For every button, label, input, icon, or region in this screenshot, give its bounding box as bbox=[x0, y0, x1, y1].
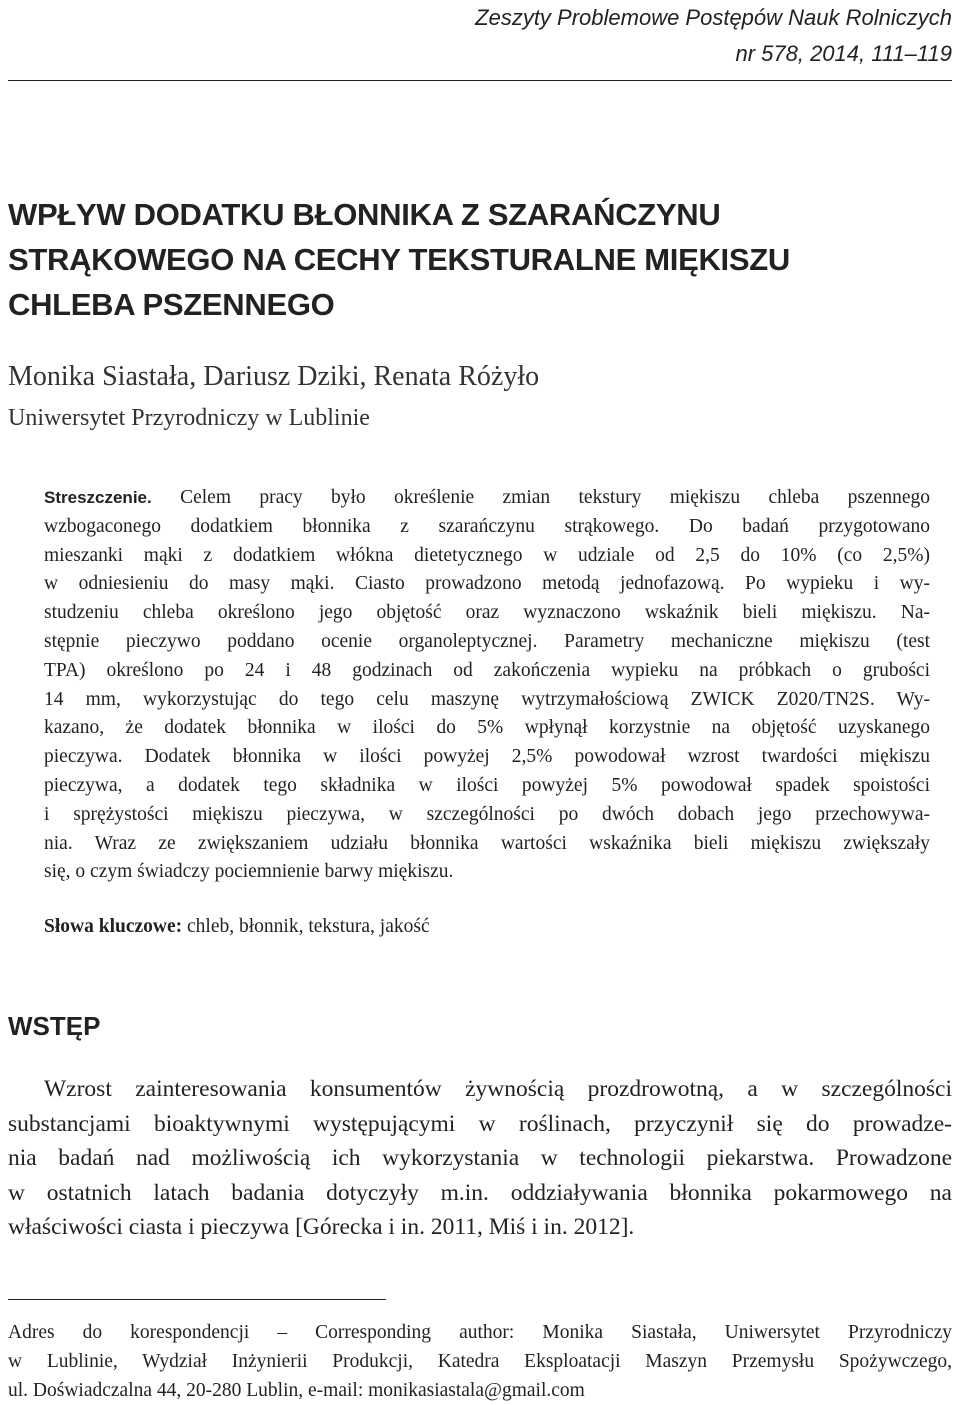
abstract-line: i sprężystości miękiszu pieczywa, w szczególności po dwóch dobach jego przechowywa- bbox=[44, 803, 930, 825]
abstract-line: 14 mm, wykorzystując do tego celu maszynę wytrzymałościową ZWICK Z020/TN2S. Wy- bbox=[44, 688, 930, 710]
footnote-divider bbox=[8, 1299, 386, 1300]
section-body bbox=[8, 1072, 952, 1245]
abstract-line: wzbogaconego dodatkiem błonnika z szarańczynu strąkowego. Do badań przygotowano bbox=[44, 515, 930, 537]
body-line: właściwości ciasta i pieczywa [Górecka i in. 2011, Miś i in. 2012]. bbox=[8, 1214, 635, 1240]
footnote-line: Adres do korespondencji – Corresponding author: Monika Siastała, Uniwersytet Przyrodniczy bbox=[8, 1322, 952, 1343]
abstract-line: mieszanki mąki z dodatkiem włókna dietetycznego w udziale od 2,5 do 10% (co 2,5%) bbox=[44, 544, 930, 566]
affiliation: Uniwersytet Przyrodniczy w Lublinie bbox=[8, 405, 370, 431]
body-line: w ostatnich latach badania dotyczyły m.in. oddziaływania błonnika pokarmowego na bbox=[8, 1179, 952, 1206]
abstract-line: TPA) określono po 24 i 48 godzinach od zakończenia wypieku na próbkach o grubości bbox=[44, 659, 930, 681]
journal-issue: nr 578, 2014, 111–119 bbox=[735, 41, 952, 66]
keywords bbox=[44, 912, 430, 942]
abstract-line bbox=[44, 484, 930, 513]
abstract bbox=[44, 484, 930, 887]
abstract-line: pieczywa, a dodatek tego składnika w ilości powyżej 5% powodował spadek spoistości bbox=[44, 774, 930, 796]
abstract-line: kazano, że dodatek błonnika w ilości do 5% wpłynął korzystnie na objętość uzyskanego bbox=[44, 717, 930, 739]
title-line: STRĄKOWEGO NA CECHY TEKSTURALNE MIĘKISZU bbox=[8, 242, 790, 277]
abstract-label: Streszczenie. bbox=[44, 488, 152, 507]
body-line: nia badań nad możliwością ich wykorzystania w technologii piekarstwa. Prowadzone bbox=[8, 1145, 952, 1171]
abstract-line: studzeniu chleba określono jego objętość oraz wyznaczono wskaźnik bieli miękiszu. Na- bbox=[44, 602, 930, 624]
journal-header bbox=[475, 0, 952, 72]
body-line: Wzrost zainteresowania konsumentów żywnością prozdrowotną, a w szczególności bbox=[44, 1076, 952, 1102]
abstract-line: nia. Wraz ze zwiększaniem udziału błonnika wartości wskaźnika bieli miękiszu zwiększały bbox=[44, 832, 930, 854]
correspondence-footnote bbox=[8, 1318, 952, 1405]
title-line: WPŁYW DODATKU BŁONNIKA Z SZARAŃCZYNU bbox=[8, 197, 721, 232]
abstract-line: pieczywa. Dodatek błonnika w ilości powyżej 2,5% powodował wzrost twardości miękiszu bbox=[44, 746, 930, 768]
footnote-line: w Lublinie, Wydział Inżynierii Produkcji, Katedra Eksploatacji Maszyn Przemysłu Spożywczego, bbox=[8, 1351, 952, 1372]
article-title bbox=[8, 192, 790, 327]
header-divider bbox=[8, 80, 952, 81]
keywords-label: Słowa kluczowe: bbox=[44, 916, 183, 937]
footnote-line: ul. Doświadczalna 44, 20-280 Lublin, e-mail: monikasiastala@gmail.com bbox=[8, 1380, 585, 1401]
keywords-text: chleb, błonnik, tekstura, jakość bbox=[182, 916, 430, 937]
abstract-line: się, o czym świadczy pociemnienie barwy miękiszu. bbox=[44, 861, 454, 883]
abstract-line: w odniesieniu do masy mąki. Ciasto prowadzono metodą jednofazową. Po wypieku i wy- bbox=[44, 573, 930, 595]
abstract-text: Celem pracy było określenie zmian tekstury miękiszu chleba pszennego bbox=[151, 487, 930, 508]
title-line: CHLEBA PSZENNEGO bbox=[8, 287, 335, 322]
abstract-line: stępnie pieczywo poddano ocenie organoleptycznej. Parametry mechaniczne miękiszu (test bbox=[44, 630, 930, 652]
section-heading: WSTĘP bbox=[8, 1011, 101, 1041]
body-line: substancjami bioaktywnymi występującymi w roślinach, przyczynił się do prowadze- bbox=[8, 1110, 952, 1137]
authors: Monika Siastała, Dariusz Dziki, Renata Różyło bbox=[8, 361, 540, 392]
journal-name: Zeszyty Problemowe Postępów Nauk Rolniczych bbox=[475, 5, 952, 30]
